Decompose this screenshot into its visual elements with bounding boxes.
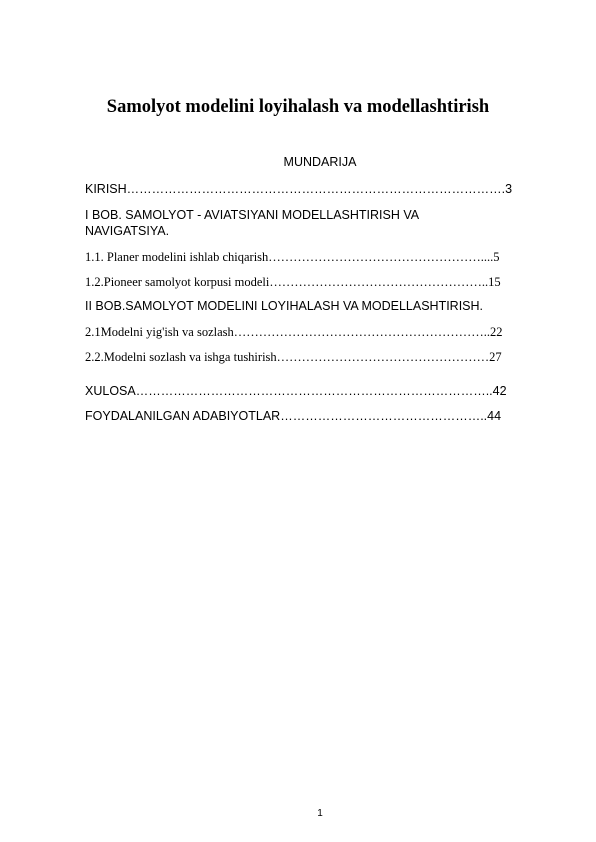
toc-entry-conclusion[interactable]: XULOSA…………………………………………………………………………..42 — [85, 384, 507, 398]
toc-entry-bibliography[interactable]: FOYDALANILGAN ADABIYOTLAR…………………………………………..44 — [85, 409, 502, 423]
toc-heading: MUNDARIJA — [283, 155, 357, 169]
document-title: Samolyot modelini loyihalash va modellashtirish — [106, 97, 490, 117]
toc-entry-section-1-2[interactable]: 1.2.Pioneer samolyot korpusi modeli……………………………………………..15 — [85, 275, 501, 289]
toc-entry-chapter-2[interactable]: II BOB.SAMOLYOT MODELINI LOYIHALASH VA MODELLASHTIRISH. — [85, 299, 484, 313]
toc-entry-section-1-1[interactable]: 1.1. Planer modelini ishlab chiqarish……………………………………………....5 — [85, 250, 500, 264]
page-number: 1 — [317, 808, 323, 819]
toc-entry-section-2-2[interactable]: 2.2.Modelni sozlash va ishga tushirish……………………………………………27 — [85, 350, 502, 364]
toc-entry-section-2-1[interactable]: 2.1Modelni yig'ish va sozlash……………………………………………………..22 — [85, 325, 503, 339]
toc-entry-introduction[interactable]: KIRISH……………………………………………………………………………….3 — [85, 182, 513, 196]
toc-entry-chapter-1[interactable]: I BOB. SAMOLYOT - AVIATSIYANI MODELLASHTIRISH VA NAVIGATSIYA. — [85, 208, 419, 238]
